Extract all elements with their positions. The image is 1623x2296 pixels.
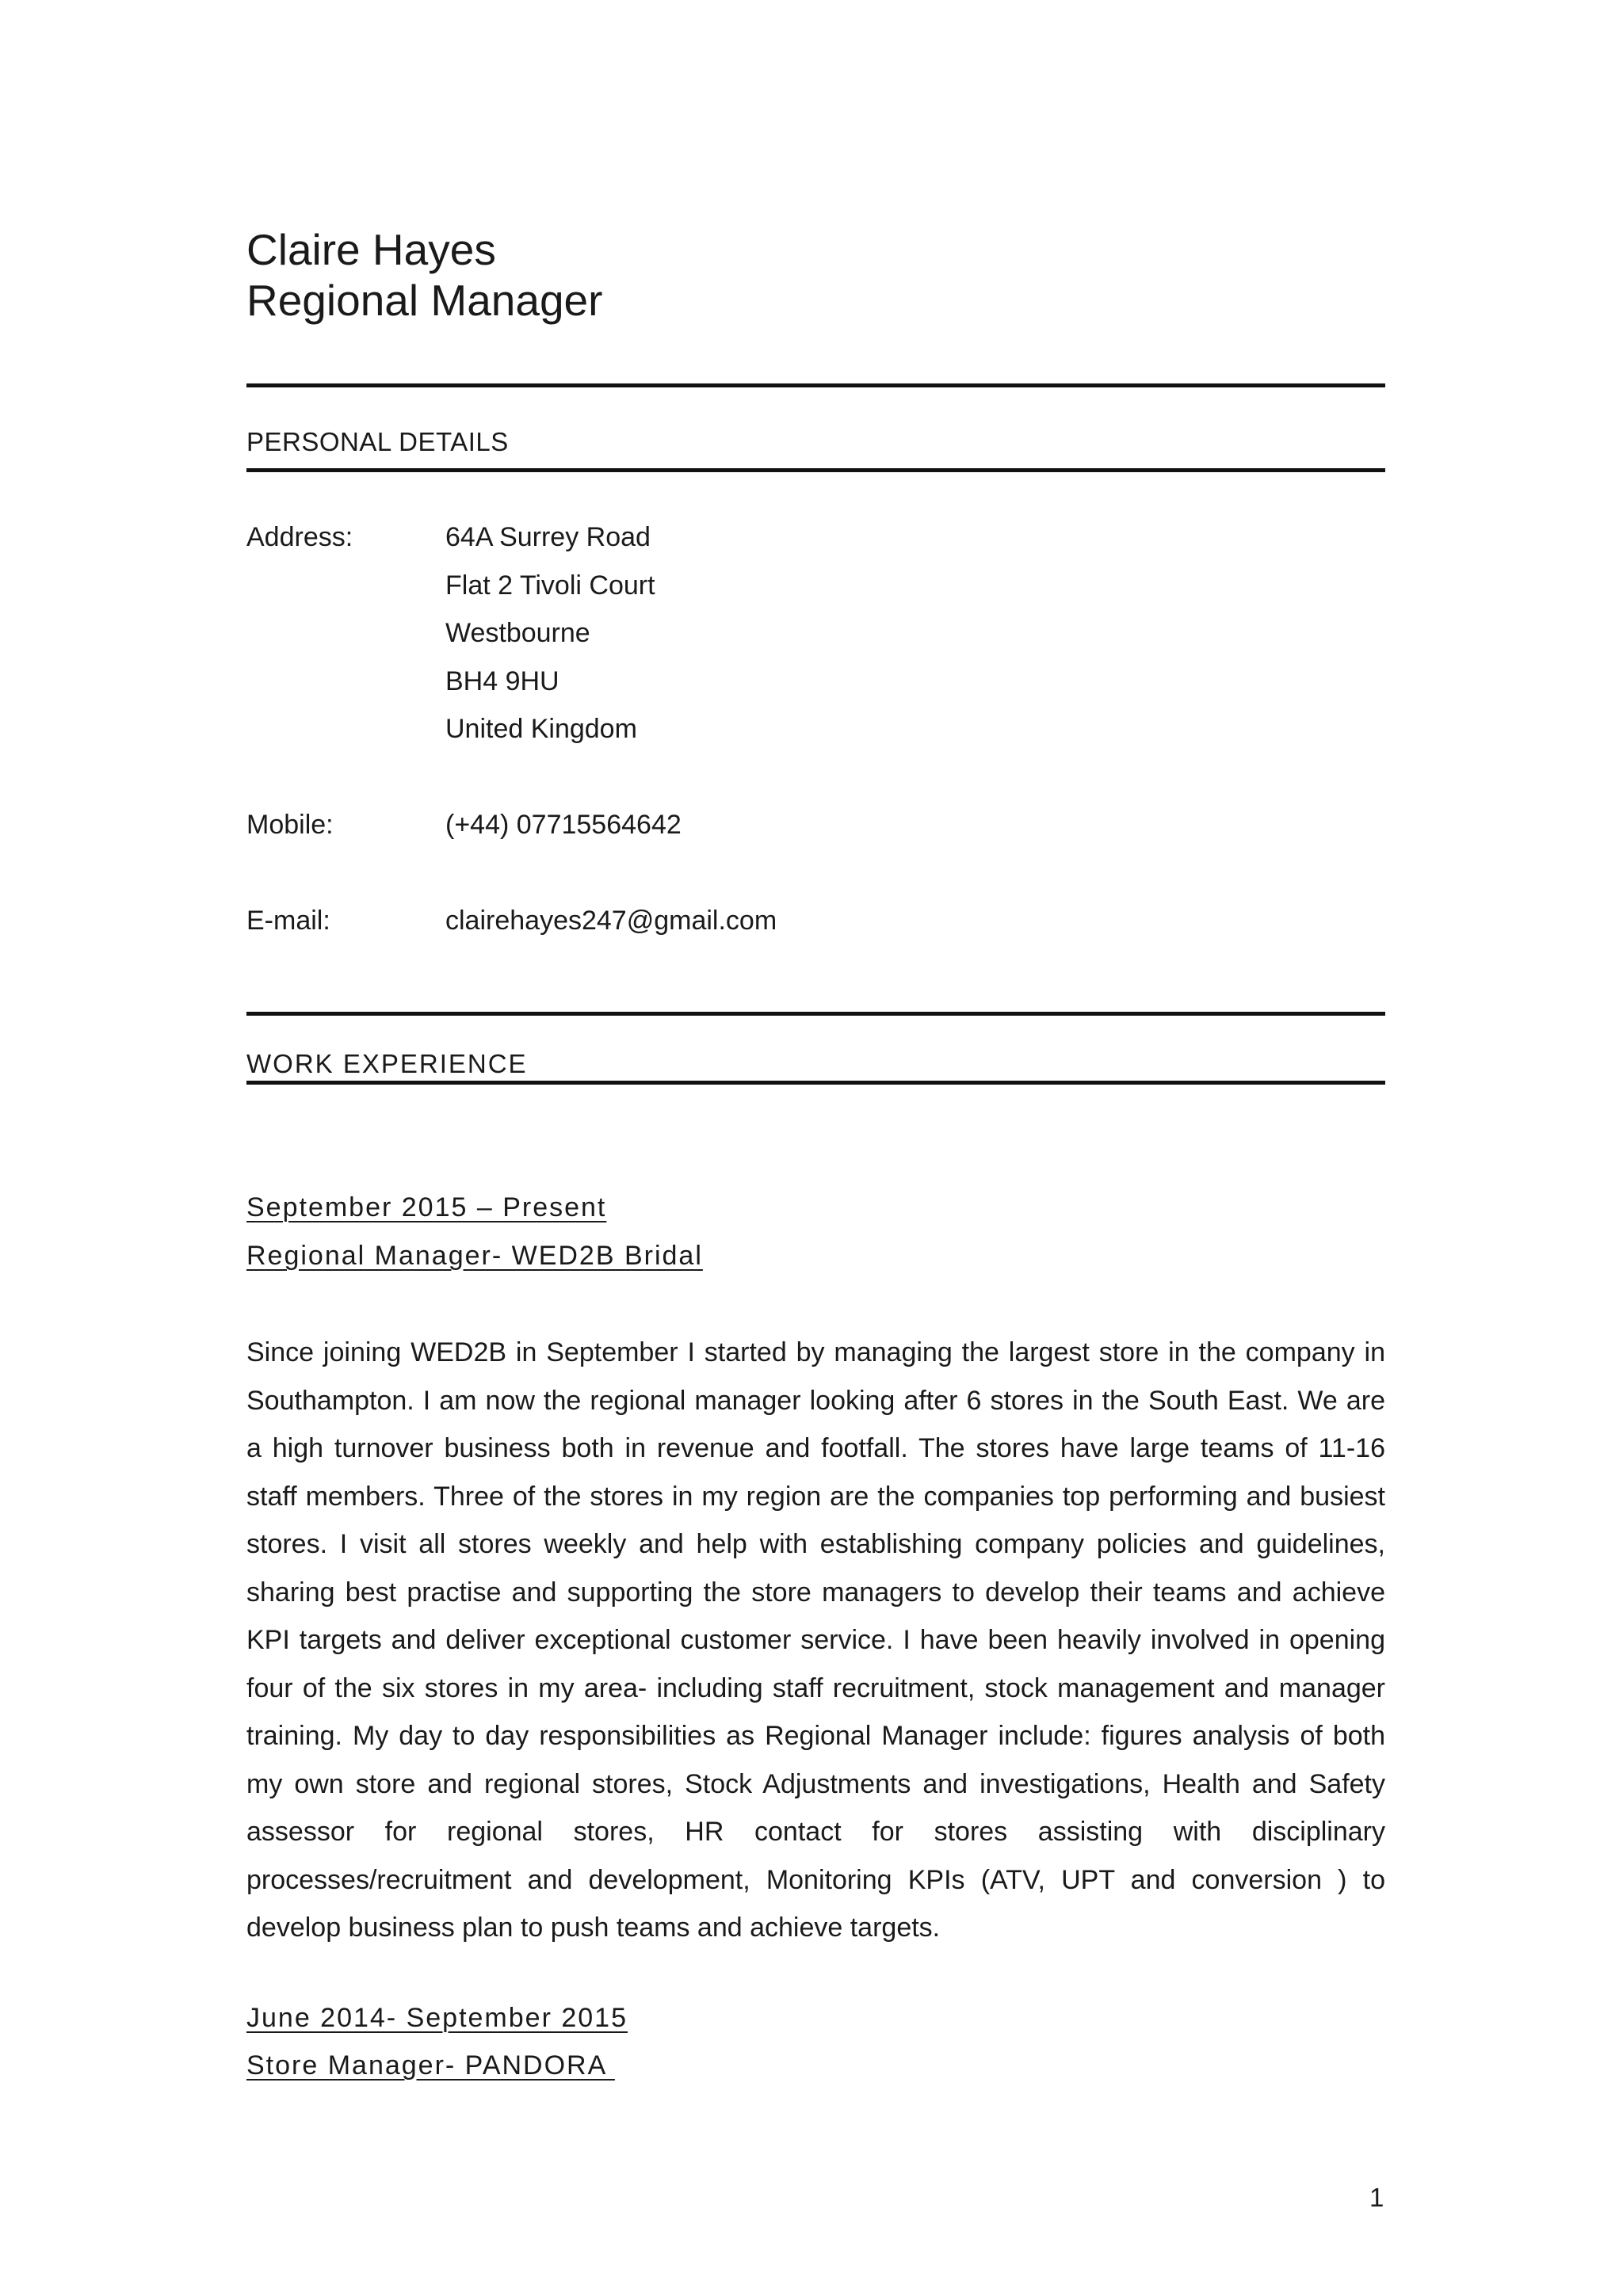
address-line: 64A Surrey Road [445, 522, 651, 552]
address-line: Flat 2 Tivoli Court [445, 570, 655, 601]
candidate-role: Regional Manager [246, 276, 603, 325]
job-description: Since joining WED2B in September I started by managing the largest store in the company in Southampton. I am now the regional manager looking after 6 stores in the South East. We are a high turnover business both in revenue and footfall. The stores have large teams of 11-16 staff members. Three of the stores in my region are the companies top performing and busiest stores. I visit all stores weekly and help with establishing company policies and guidelines, sharing best practise and supporting the store managers to develop their teams and achieve KPI targets and deliver exceptional customer service. I have been heavily involved in opening four of the six stores in my area- including staff recruitment, stock management and manager training. My day to day responsibilities as Regional Manager include: figures analysis of both my own store and regional stores, Stock Adjustments and investigations, Health and Safety assessor for regional stores, HR contact for stores assisting with disciplinary processes/recruitment and development, Monitoring KPIs (ATV, UPT and conversion ) to develop business plan to push teams and achieve targets. [246, 1337, 1385, 1943]
email-value: clairehayes247@gmail.com [445, 906, 777, 936]
divider-work-experience-top [246, 1012, 1385, 1016]
section-title-personal-details: PERSONAL DETAILS [246, 427, 509, 456]
address-line: BH4 9HU [445, 666, 559, 696]
job-position: Store Manager- PANDORA [246, 2050, 615, 2081]
job-period: June 2014- September 2015 [246, 2003, 628, 2033]
page-number: 1 [1369, 2183, 1384, 2212]
job-position: Regional Manager- WED2B Bridal [246, 1241, 703, 1271]
divider-top [246, 383, 1385, 387]
candidate-name: Claire Hayes [246, 225, 496, 274]
address-line: Westbourne [445, 618, 590, 648]
divider-work-experience [246, 1081, 1385, 1085]
mobile-value: (+44) 07715564642 [445, 810, 682, 840]
address-label: Address: [246, 522, 353, 552]
mobile-label: Mobile: [246, 810, 334, 840]
email-label: E-mail: [246, 906, 330, 936]
divider-personal-details [246, 468, 1385, 472]
address-line: United Kingdom [445, 714, 637, 744]
job-period: September 2015 – Present [246, 1192, 607, 1222]
section-title-work-experience: WORK EXPERIENCE [246, 1049, 528, 1078]
